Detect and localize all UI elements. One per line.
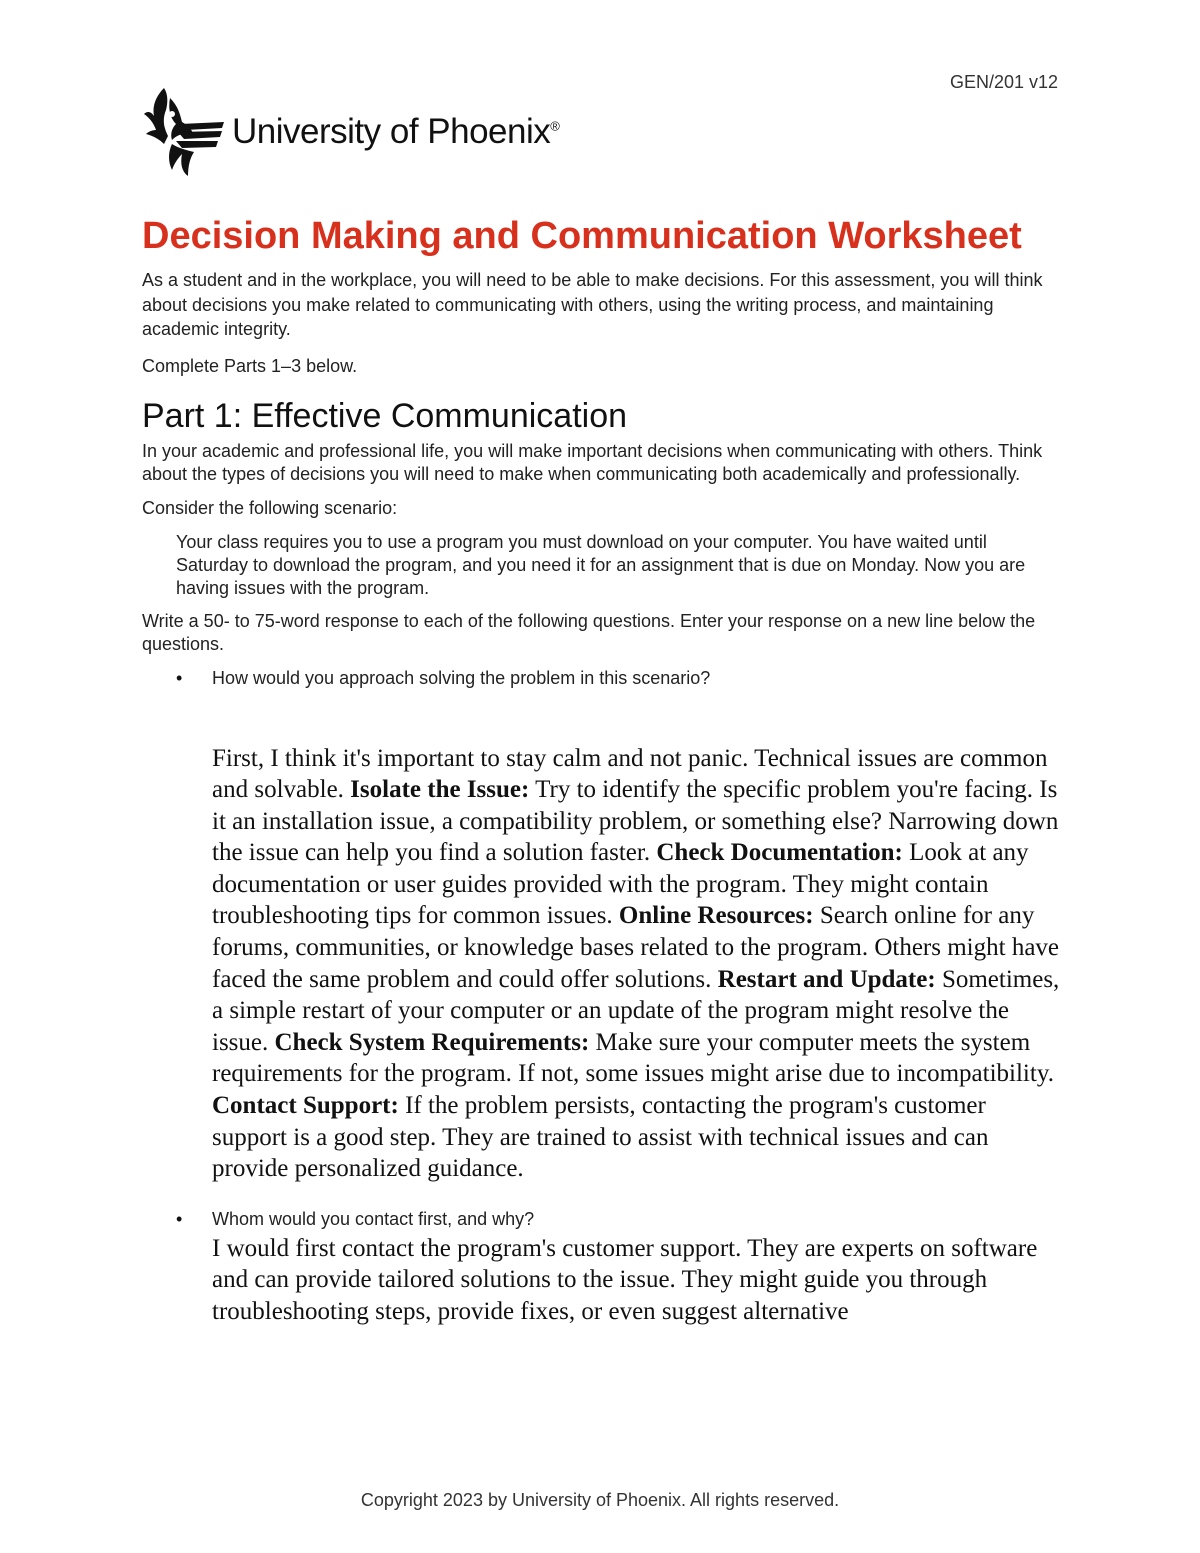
answer-2[interactable]: I would first contact the program's customer support. They are experts on software and can provide tailored solutions to the issue. They might guide you through troubleshooting steps, provide fixes, or even suggest alternative xyxy=(212,1234,1038,1325)
answer-1-text: Make sure your computer meets the system requirements for the program. If not, some issues might arise due to incompatibility. xyxy=(212,1028,1054,1088)
answer-1-keyword: Online Resources: xyxy=(618,902,814,930)
answer-1-keyword: Check System Requirements: xyxy=(274,1028,590,1056)
consider-scenario-label: Consider the following scenario: xyxy=(142,497,398,518)
answer-1-text: First, I think it's important to stay calm and not panic. Technical issues are common and solvable. xyxy=(212,744,1048,804)
scenario-text: Your class requires you to use a program you must download on your computer. You have waited until Saturday to download the program, and you need it for an assignment that is due on Monday. Now you are having issues with the program. xyxy=(176,531,1026,598)
answer-1-text: Look at any documentation or user guides provided with the program. They might contain troubleshooting tips for common issues. xyxy=(212,839,1029,930)
question-1: • How would you approach solving the problem in this scenario? xyxy=(212,666,1062,690)
answer-1-keyword: Isolate the Issue: xyxy=(350,776,530,804)
part1-heading: Part 1: Effective Communication xyxy=(142,396,628,435)
page-title: Decision Making and Communication Worksheet xyxy=(142,215,1022,257)
answer-1-keyword: Check Documentation: xyxy=(656,839,903,867)
answer-1-keyword: Contact Support: xyxy=(212,1092,399,1120)
document-body xyxy=(142,214,1062,1328)
phoenix-bird-icon xyxy=(142,84,226,183)
university-logo xyxy=(142,84,559,183)
copyright-footer: Copyright 2023 by University of Phoenix. All rights reserved. xyxy=(360,1490,840,1510)
answer-1-text: Search online for any forums, communities, or knowledge bases related to the program. Others might have faced the same problem and could offer solutions. xyxy=(212,902,1060,993)
intro-paragraph: As a student and in the workplace, you will need to be able to make decisions. For this assessment, you will think about decisions you make related to communicating with others, using the writing process, and maintaining academic integrity. xyxy=(142,270,1043,339)
answer-1-text: Try to identify the specific problem you're facing. Is it an installation issue, a compatibility problem, or something else? Narrowing down the issue can help you find a solution faster. xyxy=(212,776,1059,867)
question-2: • Whom would you contact first, and why? xyxy=(212,1207,1062,1231)
logo-text xyxy=(232,112,559,152)
answer-1-text: Sometimes, a simple restart of your computer or an update of the program might resolve the issue. xyxy=(212,965,1060,1056)
answer-1-keyword: Restart and Update: xyxy=(717,965,936,993)
answer-1-text: If the problem persists, contacting the program's customer support is a good step. They are trained to assist with technical issues and can provide personalized guidance. xyxy=(212,1092,989,1183)
registered-mark: ® xyxy=(550,117,560,133)
response-instructions: Write a 50- to 75-word response to each of the following questions. Enter your response on a new line below the questions. xyxy=(142,610,1036,654)
complete-parts-instruction: Complete Parts 1–3 below. xyxy=(142,355,358,376)
course-code: GEN/201 v12 xyxy=(949,72,1058,92)
logo-wordmark: University of Phoenix xyxy=(232,111,551,151)
part1-description: In your academic and professional life, you will make important decisions when communicating with others. Think about the types of decisions you will need to make when communicating both academically and professionally. xyxy=(142,440,1043,484)
answer-1[interactable] xyxy=(212,743,1062,1185)
